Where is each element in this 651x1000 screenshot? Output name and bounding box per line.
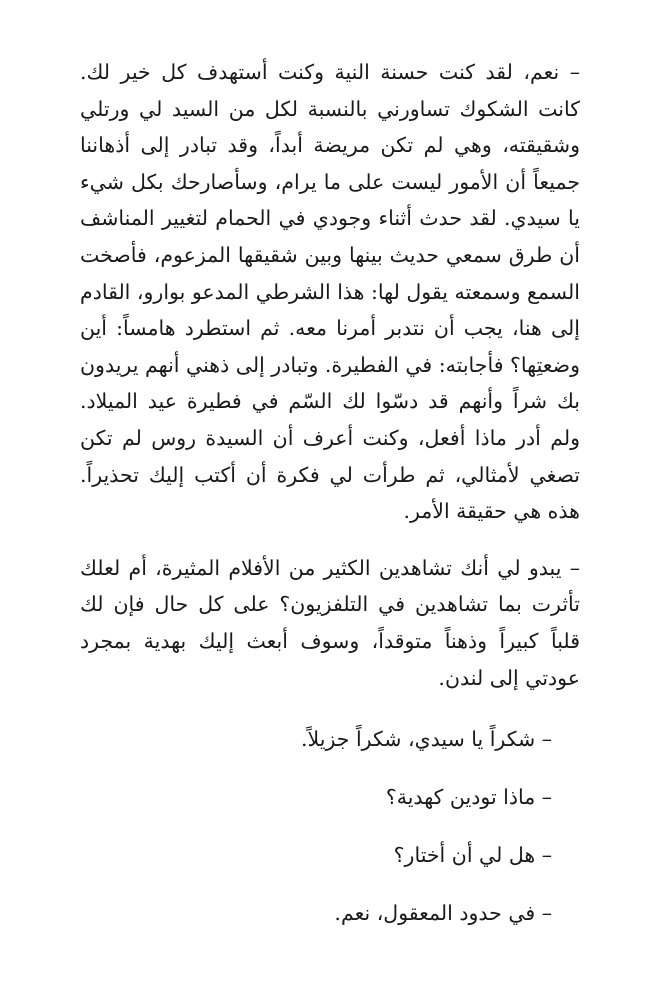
dialogue-line: – في حدود المعقول، نعم. — [334, 901, 552, 926]
dialogue-line: – هل لي أن أختار؟ — [393, 843, 552, 868]
dialogue-list — [80, 710, 580, 942]
dialogue-line: – شكراً يا سيدي، شكراً جزيلاً. — [300, 727, 552, 752]
book-page — [80, 54, 580, 942]
paragraph: – نعم، لقد كنت حسنة النية وكنت أستهدف كل خير لك. كانت الشكوك تساورني بالنسبة لكل من السيد لي ورتلي وشقيقته، وهي لم تكن مريضة أبداً، وقد تبادر إلى أذهاننا جميعاً أن الأمور ليست على ما يرام، وسأصارحك بكل شيء يا سيدي. لقد حدث أثناء وجودي في الحمام لتغيير المناشف أن طرق سمعي حديث بينها وبين شقيقها المزعوم، فأصخت السمع وسمعته يقول لها: هذا الشرطي المدعو بوارو، القادم إلى هنا، يجب أن نتدبر أمرنا معه. ثم استطرد هامساً: أين وضعتِها؟ فأجابته: في الفطيرة. وتبادر إلى ذهني أنهم يريدون بك شراً وأنهم قد دسّوا لك السّم في فطيرة عيد الميلاد. ولم أدر ماذا أفعل، وكنت أعرف أن السيدة روس لم تكن تصغي لأمثالي، ثم طرأت لي فكرة أن أكتب إليك تحذيراً. هذه هي حقيقة الأمر. — [80, 60, 580, 524]
dialogue-line: – ماذا تودين كهدية؟ — [385, 785, 552, 810]
paragraph: – يبدو لي أنك تشاهدين الكثير من الأفلام المثيرة، أم لعلك تأثرت بما تشاهدين في التلفزيون؟ على كل حال فإن لك قلباً كبيراً وذهناً متوقداً، وسوف أبعث إليك بهدية بمجرد عودتي إلى لندن. — [80, 555, 580, 690]
